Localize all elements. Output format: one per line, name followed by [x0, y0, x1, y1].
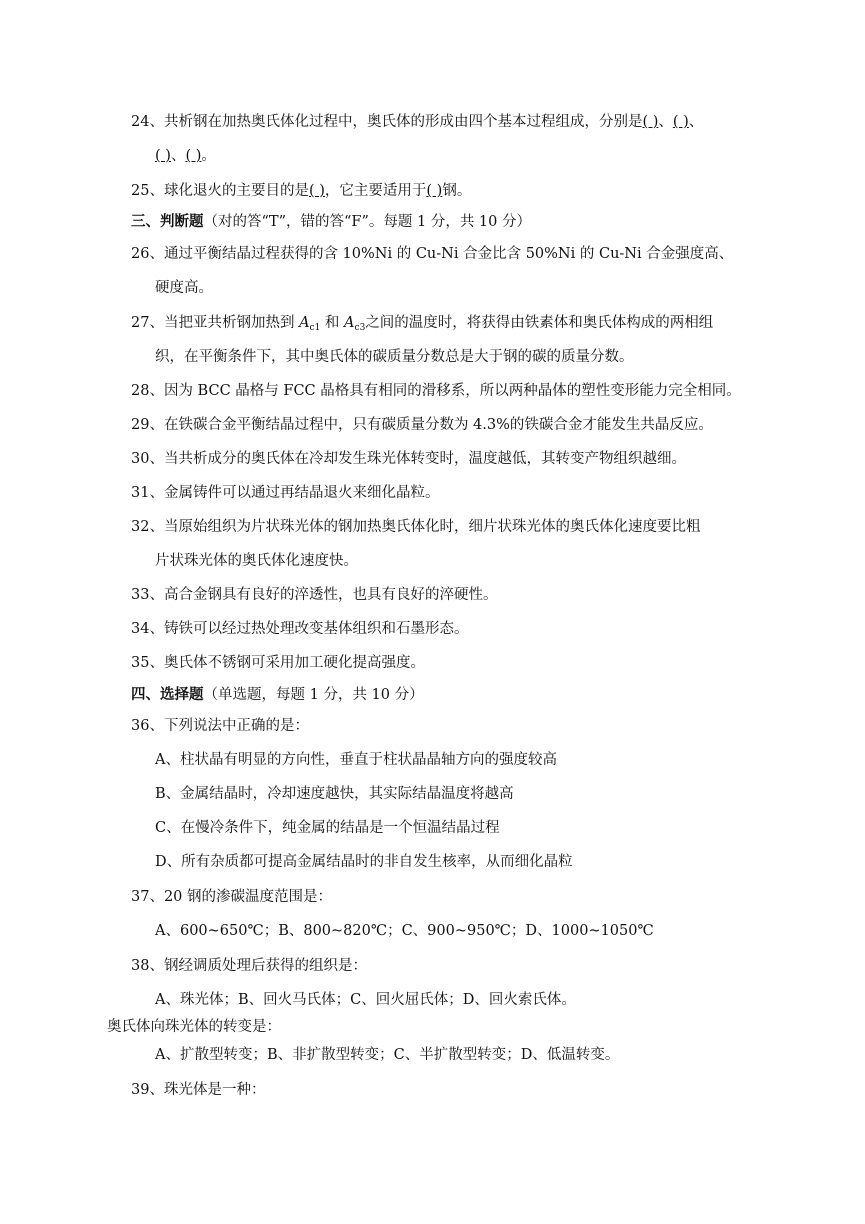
- question-32-line-1: 32、当原始组织为片状珠光体的钢加热奥氏体化时，细片状珠光体的奥氏体化速度要比粗: [131, 519, 701, 535]
- answer-blank: ( ): [426, 183, 443, 199]
- section-3-heading: [131, 212, 531, 232]
- question-27-line-2: 织，在平衡条件下，其中奥氏体的碳质量分数总是大于钢的碳的质量分数。: [155, 349, 634, 365]
- question-unnumbered-options: A、扩散型转变；B、非扩散型转变；C、半扩散型转变；D、低温转变。: [155, 1047, 620, 1063]
- question-34: 34、铸铁可以经过热处理改变基体组织和石墨形态。: [131, 621, 469, 637]
- question-27-line-1: 27、当把亚共析钢加热到 $A_{c1}$ 和 $A_{c3}$之间的温度时，将获得由铁素体和奥氏体构成的两相组: [131, 315, 714, 333]
- answer-blank: ( ): [642, 114, 659, 130]
- question-29: 29、在铁碳合金平衡结晶过程中，只有碳质量分数为 4.3%的铁碳合金才能发生共晶反应。: [131, 417, 713, 433]
- question-33: 33、高合金钢具有良好的淬透性，也具有良好的淬硬性。: [131, 587, 498, 603]
- question-25: 25、球化退火的主要目的是( )，它主要适用于( )钢。: [131, 183, 472, 199]
- section-note: （对的答“T”，错的答“F”。每题 1 分，共 10 分）: [203, 214, 531, 230]
- question-39-stem: 39、珠光体是一种：: [131, 1082, 266, 1098]
- question-31: 31、金属铸件可以通过再结晶退火来细化晶粒。: [131, 485, 440, 501]
- question-unnumbered-stem: 奥氏体向珠光体的转变是：: [107, 1019, 281, 1035]
- section-4-heading: [131, 685, 424, 705]
- question-30: 30、当共析成分的奥氏体在冷却发生珠光体转变时，温度越低，其转变产物组织越细。: [131, 451, 686, 467]
- question-32-line-2: 片状珠光体的奥氏体化速度快。: [155, 553, 358, 569]
- question-38-stem: 38、钢经调质处理后获得的组织是：: [131, 958, 367, 974]
- question-36-option-c: C、在慢冷条件下，纯金属的结晶是一个恒温结晶过程: [155, 820, 500, 836]
- question-36-option-a: A、柱状晶有明显的方向性，垂直于柱状晶晶轴方向的强度较高: [155, 752, 557, 768]
- question-26-line-1: 26、通过平衡结晶过程获得的含 10%Ni 的 Cu-Ni 合金比含 50%Ni 的 Cu-Ni 合金强度高、: [131, 246, 734, 262]
- question-38-options: A、珠光体；B、回火马氏体；C、回火屈氏体；D、回火索氏体。: [155, 992, 576, 1008]
- question-28: 28、因为 BCC 晶格与 FCC 晶格具有相同的滑移系，所以两种晶体的塑性变形能力完全相同。: [131, 383, 741, 399]
- answer-blank: ( ): [185, 148, 202, 164]
- answer-blank: ( ): [155, 148, 171, 164]
- section-title: 三、判断题: [131, 214, 204, 230]
- question-36-option-d: D、所有杂质都可提高金属结晶时的非自发生核率，从而细化晶粒: [155, 854, 573, 870]
- question-26-line-2: 硬度高。: [155, 280, 213, 296]
- section-note: （单选题，每题 1 分，共 10 分）: [203, 687, 424, 703]
- question-35: 35、奥氏体不锈钢可采用加工硬化提高强度。: [131, 655, 425, 671]
- answer-blank: ( ): [308, 183, 325, 199]
- question-37-options: A、600~650℃；B、800~820℃；C、900~950℃；D、1000~1050℃: [155, 923, 654, 939]
- question-36-stem: 36、下列说法中正确的是：: [131, 718, 309, 734]
- question-37-stem: 37、20 钢的渗碳温度范围是：: [131, 889, 333, 905]
- question-24-line-2: ( )、( )。: [155, 148, 216, 164]
- answer-blank: ( ): [672, 114, 689, 130]
- question-36-option-b: B、金属结晶时，冷却速度越快，其实际结晶温度将越高: [155, 786, 514, 802]
- question-24-line-1: 24、共析钢在加热奥氏体化过程中，奥氏体的形成由四个基本过程组成，分别是( )、( )、: [131, 114, 704, 130]
- section-title: 四、选择题: [131, 687, 204, 703]
